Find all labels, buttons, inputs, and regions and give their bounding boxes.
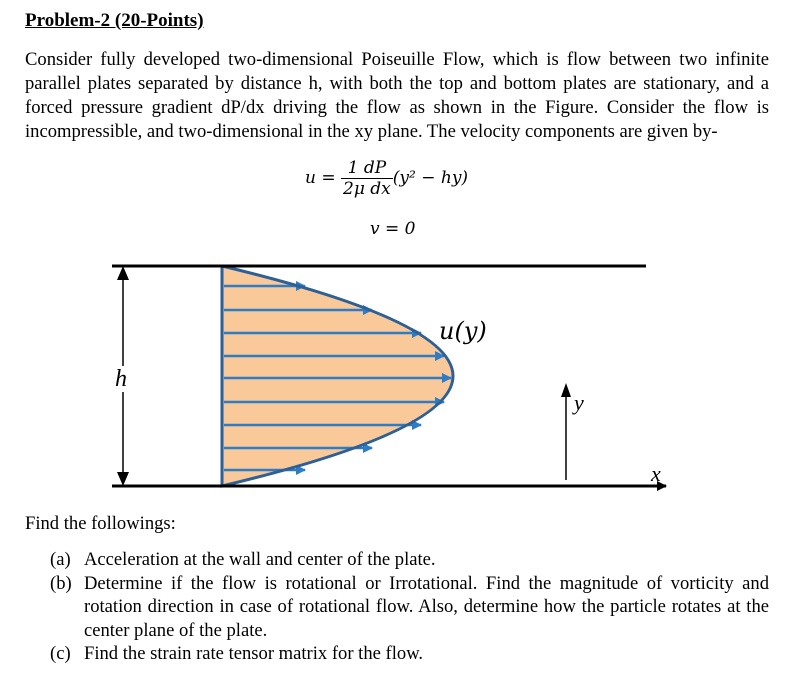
velocity-u-equation [305, 158, 468, 199]
poiseuille-flow-figure [0, 258, 796, 498]
question-text: Find the strain rate tensor matrix for the flow. [84, 643, 424, 664]
h-arrow-bottom [117, 472, 129, 486]
question-c [50, 642, 769, 666]
question-text: Determine if the flow is rotational or Irrotational. Find the magnitude of vorticity and rotation direction in case of rotational flow. Also, determine how the particle rotates at the center plane of the plate. [84, 572, 769, 641]
velocity-v-equation: v = 0 [370, 219, 416, 239]
u-fraction [341, 158, 393, 199]
question-b [50, 572, 769, 643]
u-lhs: u = [305, 168, 336, 188]
h-label: h [115, 366, 127, 392]
problem-intro: Consider fully developed two-dimensional Poiseuille Flow, which is flow between two infinite parallel plates separated by distance h, with both the top and bottom plates are stationary, and a forced pressure gradient dP/dx driving the flow as shown in the Figure. Consider the flow is incompressible, and two-dimensional in the xy plane. The velocity components are given by- [25, 49, 769, 142]
u-denominator: 2μ dx [343, 179, 391, 199]
question-list [50, 548, 769, 666]
u-numerator: 1 dP [341, 158, 393, 179]
question-label: (b) [50, 572, 72, 594]
question-label: (a) [50, 549, 71, 570]
question-a [50, 548, 769, 572]
x-axis-label: x [651, 461, 661, 486]
y-axis-label: y [574, 390, 584, 415]
u-rhs: (y² − hy) [392, 168, 469, 188]
problem-title: Problem-2 (20-Points) [25, 10, 204, 31]
question-label: (c) [50, 643, 71, 664]
y-axis-arrow [561, 383, 571, 397]
find-heading: Find the followings: [25, 513, 176, 534]
u-of-y-label: u(y) [439, 317, 487, 345]
h-arrow-top [117, 266, 129, 280]
question-text: Acceleration at the wall and center of the plate. [84, 549, 436, 570]
